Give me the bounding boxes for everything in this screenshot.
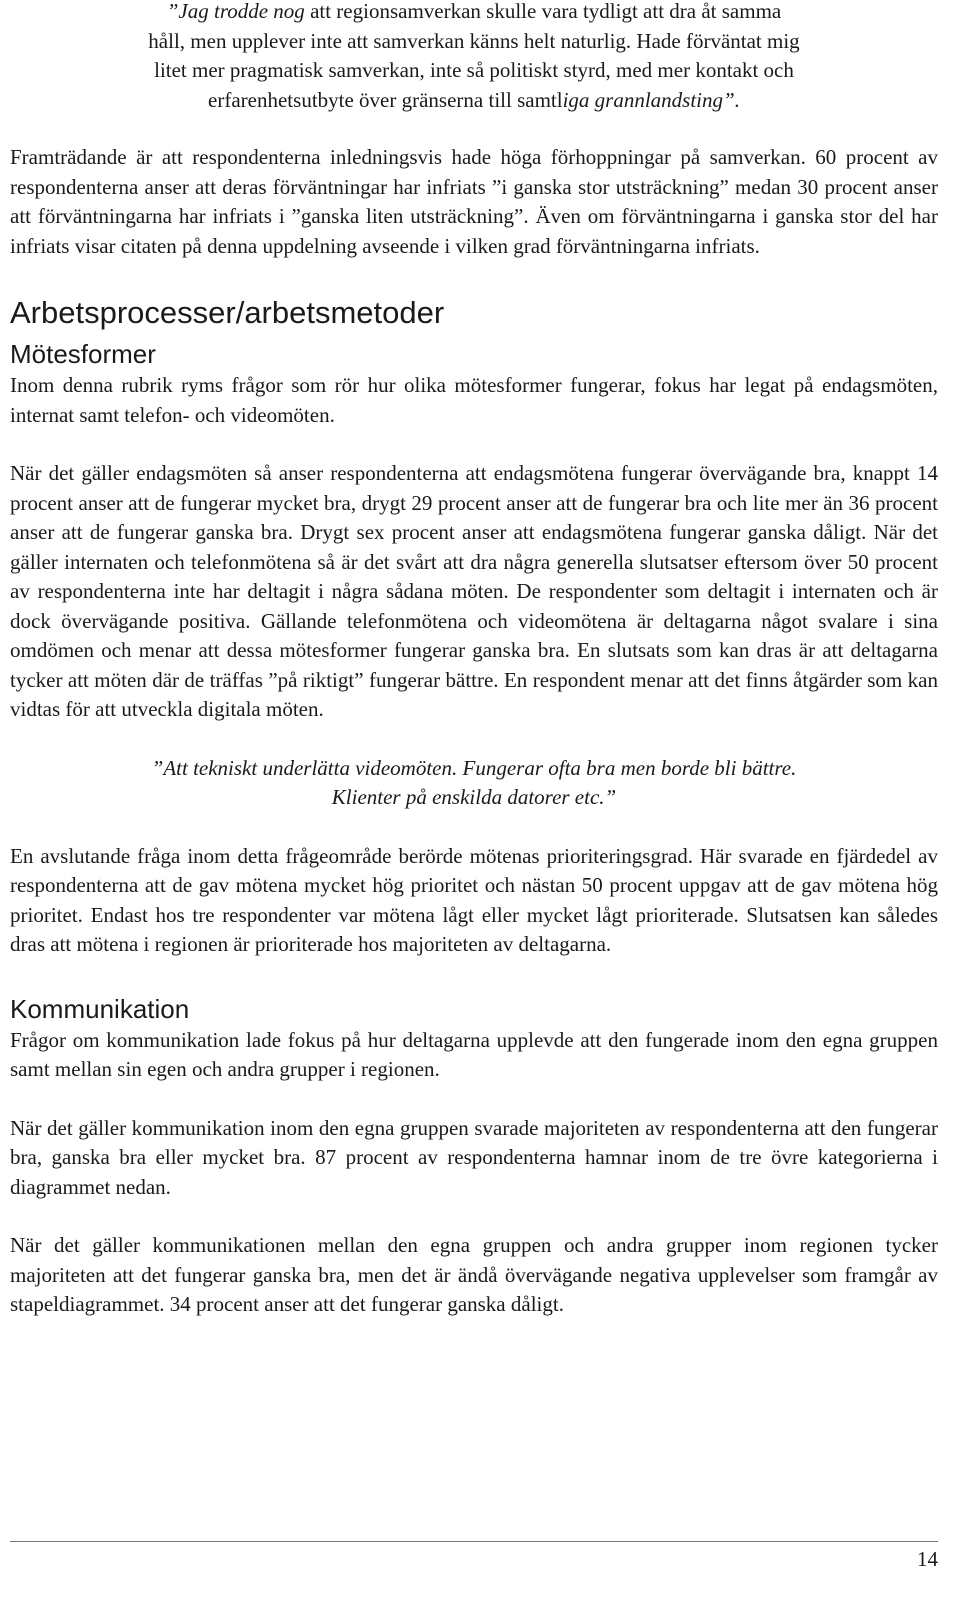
quote-line: litet mer pragmatisk samverkan, inte så politiskt styrd, med mer kontakt och — [154, 58, 794, 82]
quote-line: håll, men upplever inte att samverkan känns helt naturlig. Hade förväntat mig — [148, 28, 800, 53]
paragraph-egna-gruppen: När det gäller kommunikation inom den egna gruppen svarade majoriteten av respondenterna att den fungerar bra, ganska bra eller mycket bra. 87 procent av respondenterna hamnar inom de tre övre kategorierna i diagrammet nedan. — [10, 1115, 938, 1199]
paragraph-prioritering: En avslutande fråga inom detta frågeområde berörde mötenas prioriteringsgrad. Här svarade en fjärdedel av respondenterna att de gav mötena mycket hög prioritet och nästan 50 procent uppgav att de gav mötena hög prioritet. Endast hos tre respondenter var mötena lågt eller mycket lågt prioriterade. Slutsatsen kan således dras att mötena i regionen är prioriterade hos majoriteten av deltagarna. — [10, 843, 938, 956]
heading-motesformer: Mötesformer — [10, 339, 156, 369]
paragraph-endagsmoten: När det gäller endagsmöten så anser respondenterna att endagsmötena fungerar övervägande bra, knappt 14 procent anser att de fungerar mycket bra, drygt 29 procent anser att de fungerar bra och lite mer än 36 procent anser att de fungerar ganska bra. Drygt sex procent anser att endagsmötena fungerar ganska dåligt. När det gäller internaten och telefonmötena så är det svårt att dra några generella slutsatser eftersom över 50 procent av respondenterna inte har deltagit i några sådana möten. De respondenter som deltagit i internaten och är dock övervägande positiva. Gällande telefonmötena och videomötena är deltagarna något svalare i sina omdömen och menar att dessa mötesformer fungerar ganska bra. En slutsats som kan dras är att deltagarna tycker att möten där de träffas ”på riktigt” fungerar bättre. En respondent menar att det finns åtgärder som kan vidtas för att utveckla digitala möten. — [10, 461, 938, 721]
paragraph-kommunikation-intro: Frågor om kommunikation lade fokus på hur deltagarna upplevde att den fungerade inom den egna gruppen samt mellan sin egen och andra grupper i regionen. — [10, 1027, 938, 1081]
quote-block-1 — [10, 0, 938, 115]
quote-line — [50, 86, 898, 116]
page-number: 14 — [917, 1547, 938, 1571]
paragraph-motesformer-intro: Inom denna rubrik ryms frågor som rör hur olika mötesformer fungerar, fokus har legat på endagsmöten, internat samt telefon- och videomöten. — [10, 373, 938, 427]
heading-arbetsprocesser: Arbetsprocesser/arbetsmetoder — [10, 295, 445, 330]
quote-italic-lead: ”Jag trodde nog — [166, 0, 305, 23]
quote-line — [50, 0, 898, 27]
quote-line: ”Att tekniskt underlätta videomöten. Fungerar ofta bra men borde bli bättre. — [151, 755, 797, 780]
paragraph-andra-grupper: När det gäller kommunikationen mellan den egna gruppen och andra grupper inom regionen tycker majoriteten att det fungerar ganska bra, men det är ändå övervägande negativa upplevelser som framgår av stapeldiagrammet. 34 procent anser att det fungerar ganska dåligt. — [10, 1233, 938, 1316]
paragraph-expectations: Framträdande är att respondenterna inledningsvis hade höga förhoppningar på samverkan. 60 procent av respondenterna anser att deras förväntningar har infriats ”i ganska stor utsträckning” medan 30 procent anser att förväntningarna har infriats i ”ganska liten utsträckning”. Även om förväntningarna i ganska stor del har infriats visar citaten på denna uppdelning avseende i vilken grad förväntningarna infriats. — [10, 145, 938, 258]
footer-divider — [10, 1541, 938, 1542]
heading-kommunikation: Kommunikation — [10, 993, 190, 1024]
quote-text: erfarenhetsutbyte över gränserna till samtl — [208, 87, 563, 112]
quote-line: Klienter på enskilda datorer etc.” — [331, 785, 617, 809]
document-page — [10, 0, 938, 1320]
quote-text: att regionsamverkan skulle vara tydligt att dra åt samma — [304, 0, 782, 23]
quote-block-2 — [10, 754, 938, 813]
quote-italic-tail: iga grannlandsting”. — [562, 87, 740, 112]
